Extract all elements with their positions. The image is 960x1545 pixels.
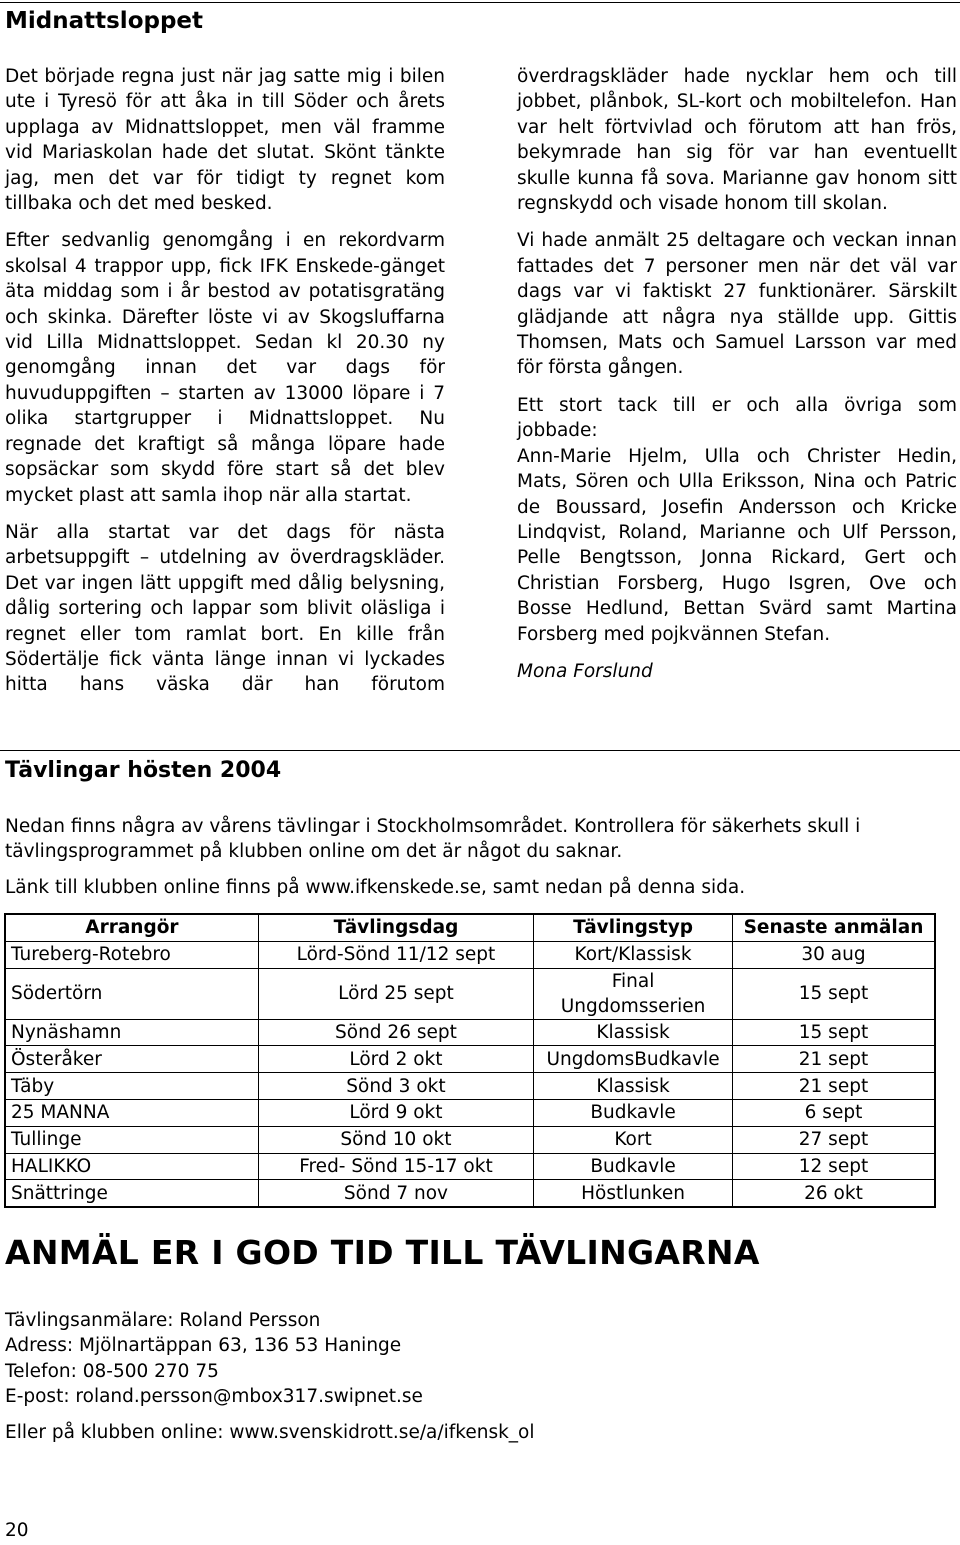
- cell-type: Final Ungdomsserien: [534, 968, 733, 1019]
- cell-organizer: Tullinge: [5, 1126, 258, 1153]
- cell-deadline: 15 sept: [733, 968, 936, 1019]
- cell-organizer: 25 MANNA: [5, 1099, 258, 1126]
- cell-date: Sönd 26 sept: [258, 1019, 533, 1046]
- contact-phone: Telefon: 08-500 270 75: [5, 1360, 219, 1382]
- cell-date: Lörd-Sönd 11/12 sept: [258, 941, 533, 968]
- cell-deadline: 12 sept: [733, 1153, 936, 1180]
- header-date: Tävlingsdag: [258, 914, 533, 941]
- cell-deadline: 26 okt: [733, 1180, 936, 1207]
- table-row: [5, 941, 935, 968]
- competitions-intro: [5, 814, 905, 910]
- table-row: [5, 1180, 935, 1207]
- contact-block: [5, 1308, 423, 1410]
- cell-deadline: 21 sept: [733, 1046, 936, 1073]
- cell-organizer: Nynäshamn: [5, 1019, 258, 1046]
- cell-type: Klassisk: [534, 1019, 733, 1046]
- signup-heading: ANMÄL ER I GOD TID TILL TÄVLINGARNA: [5, 1233, 760, 1272]
- article-paragraph: Ett stort tack till er och alla övriga som jobbade: Ann-Marie Hjelm, Ulla och Christer Hedin, Mats, Sören och Ulla Eriksson, Nina och Patric de Boussard, Josefin Andersson och Kricke Lindqvist, Roland, Marianne och Ulf Persson, Pelle Bengtsson, Jonna Rickard, Gert och Christian Forsberg, Hugo Isgren, Ove och Bosse Hedlund, Bettan Svärd samt Martina Forsberg med pojkvännen Stefan.: [517, 394, 957, 645]
- cell-type: Kort: [534, 1126, 733, 1153]
- cell-deadline: 21 sept: [733, 1073, 936, 1100]
- header-deadline: Senaste anmälan: [733, 914, 936, 941]
- table-header-row: [5, 914, 935, 941]
- section-rule: [0, 750, 960, 751]
- cell-type: UngdomsBudkavle: [534, 1046, 733, 1073]
- competitions-title: Tävlingar hösten 2004: [5, 758, 282, 783]
- cell-deadline: 27 sept: [733, 1126, 936, 1153]
- cell-date: Lörd 9 okt: [258, 1099, 533, 1126]
- page-number: 20: [5, 1520, 29, 1541]
- contact-name: Tävlingsanmälare: Roland Persson: [5, 1310, 321, 1331]
- article-signature: Mona Forslund: [517, 660, 653, 682]
- table-row: [5, 1099, 935, 1126]
- cell-type: Kort/Klassisk: [534, 941, 733, 968]
- top-rule: [0, 2, 960, 3]
- table-row: [5, 968, 935, 1019]
- cell-type: Budkavle: [534, 1153, 733, 1180]
- cell-date: Fred- Sönd 15-17 okt: [258, 1153, 533, 1180]
- article-paragraph: När alla startat var det dags för nästa arbetsuppgift – utdelning av överdragskläder. Det var ingen lätt uppgift med dålig belysning, dålig sortering och lappar som blivit oläsliga i regnet eller tom ramlat bort. En kille från Södertälje fick vänta länge innan vi lyckades hitta hans väska där han förutom: [5, 521, 445, 696]
- article-paragraph: överdragskläder hade nycklar hem och till jobbet, plånbok, SL-kort och mobiltelefon. Han var helt förtvivlad och förutom att han frös, bekymrade han sig för var han eventuellt skulle kunna få sova. Marianne gav honom sitt regnskydd och visade honom till skolan.: [517, 66, 957, 215]
- article-title: Midnattsloppet: [5, 8, 204, 34]
- cell-deadline: 15 sept: [733, 1019, 936, 1046]
- table-row: [5, 1126, 935, 1153]
- cell-type: Klassisk: [534, 1073, 733, 1100]
- article-paragraph: Det började regna just när jag satte mig i bilen ute i Tyresö för att åka in till Söder och årets upplaga av Midnattsloppet, men väl framme vid Mariaskolan hade det slutat. Skönt tänkte jag, men det var för tidigt ty regnet kom tillbaka och det med besked.: [5, 66, 445, 215]
- article-paragraph: Efter sedvanlig genomgång i en rekordvarm skolsal 4 trappor upp, fick IFK Enskede-gänget äta middag som i år bestod av potatisgratäng och skinka. Därefter löste vi av Skogsluffarna vid Lilla Midnattsloppet. Sedan kl 20.30 ny genomgång innan det var dags för huvuduppgiften – starten av 13000 löpare i 7 olika startgrupper i Midnattsloppet. Nu regnade det kraftigt så många löpare hade sopsäckar som skydd före start så det blev mycket plast att samla ihop när alla startat.: [5, 230, 445, 506]
- cell-organizer: HALIKKO: [5, 1153, 258, 1180]
- cell-organizer: Södertörn: [5, 968, 258, 1019]
- cell-date: Sönd 3 okt: [258, 1073, 533, 1100]
- cell-deadline: 30 aug: [733, 941, 936, 968]
- cell-organizer: Täby: [5, 1073, 258, 1100]
- cell-organizer: Tureberg-Rotebro: [5, 941, 258, 968]
- cell-type: Budkavle: [534, 1099, 733, 1126]
- cell-type: Höstlunken: [534, 1180, 733, 1207]
- contact-email: E-post: roland.persson@mbox317.swipnet.se: [5, 1386, 423, 1408]
- header-organizer: Arrangör: [5, 914, 258, 941]
- cell-date: Lörd 25 sept: [258, 968, 533, 1019]
- online-link-text: Eller på klubben online: www.svenskidrott.se/a/ifkensk_ol: [5, 1422, 535, 1443]
- cell-organizer: Snättringe: [5, 1180, 258, 1207]
- header-type: Tävlingstyp: [534, 914, 733, 941]
- table-row: [5, 1073, 935, 1100]
- table-row: [5, 1046, 935, 1073]
- article-left-column: [5, 64, 445, 710]
- article-right-column: [517, 64, 957, 696]
- article-paragraph: Vi hade anmält 25 deltagare och veckan innan fattades det 7 personer men när det väl var dags var vi faktiskt 27 funktionärer. Särskilt glädjande att några nya ställde upp. Gittis Thomsen, Mats och Samuel Larsson var med för första gången.: [517, 230, 957, 379]
- cell-date: Sönd 7 nov: [258, 1180, 533, 1207]
- cell-date: Lörd 2 okt: [258, 1046, 533, 1073]
- competitions-table: [4, 913, 936, 1208]
- intro-link-text: Länk till klubben online finns på www.ifkenskede.se, samt nedan på denna sida.: [5, 876, 746, 898]
- table-row: [5, 1153, 935, 1180]
- cell-organizer: Österåker: [5, 1046, 258, 1073]
- cell-deadline: 6 sept: [733, 1099, 936, 1126]
- table-row: [5, 1019, 935, 1046]
- intro-text: Nedan finns några av vårens tävlingar i Stockholmsområdet. Kontrollera för säkerhets skull i tävlingsprogrammet på klubben online om det är något du saknar.: [5, 816, 861, 863]
- cell-date: Sönd 10 okt: [258, 1126, 533, 1153]
- contact-address: Adress: Mjölnartäppan 63, 136 53 Haninge: [5, 1335, 402, 1357]
